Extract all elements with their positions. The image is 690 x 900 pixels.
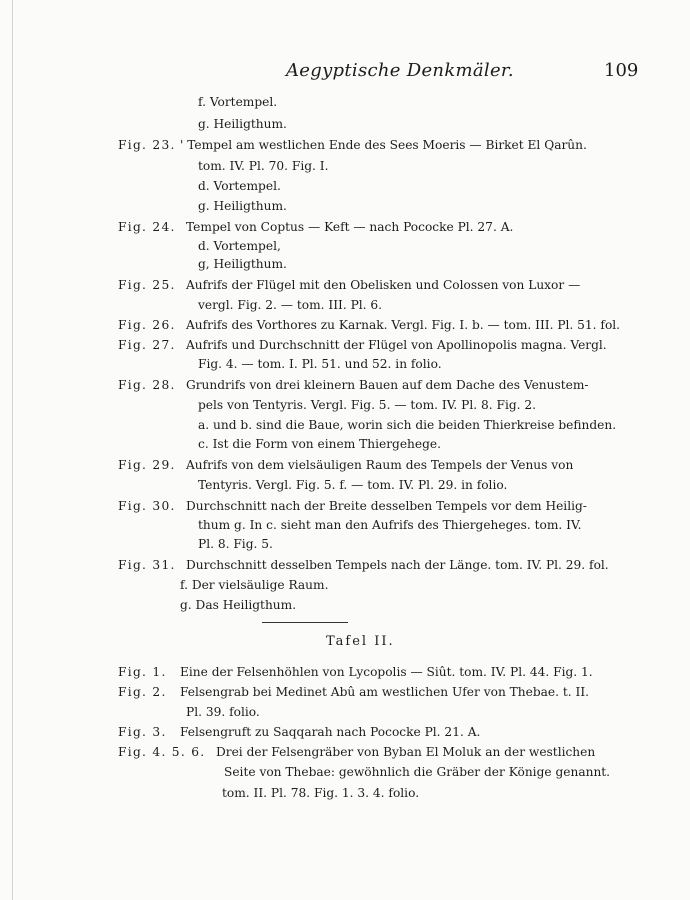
list-item: tom. II. Pl. 78. Fig. 1. 3. 4. folio. [222, 786, 420, 800]
figure-label: Fig. 25. [118, 278, 176, 292]
figure-entry [0, 336, 690, 354]
entry-text: Eine der Felsenhöhlen von Lycopolis — Siût. tom. IV. Pl. 44. Fig. 1. [180, 665, 593, 679]
list-item: g. Heiligthum. [198, 199, 287, 213]
entry-text: Durchschnitt desselben Tempels nach der Länge. tom. IV. Pl. 29. fol. [186, 558, 609, 572]
list-item: Fig. 4. — tom. I. Pl. 51. und 52. in folio. [198, 357, 442, 371]
list-item: Pl. 8. Fig. 5. [198, 537, 273, 551]
entry-text: Durchschnitt nach der Breite desselben Tempels vor dem Heilig- [186, 499, 587, 513]
list-item: Seite von Thebae: gewöhnlich die Gräber der Könige genannt. [224, 765, 611, 779]
figure-label: Fig. 4. 5. 6. [118, 745, 206, 759]
entry-text: Felsengruft zu Saqqarah nach Pococke Pl. 21. A. [180, 725, 481, 739]
entry-text: Drei der Felsengräber von Byban El Moluk an der westlichen [216, 745, 596, 759]
figure-label: Fig. 27. [118, 338, 176, 352]
figure-label: Fig. 28. [118, 378, 176, 392]
list-item: d. Vortempel, [198, 239, 281, 253]
figure-entry [0, 556, 690, 574]
entry-text: Felsengrab bei Medinet Abû am westlichen Ufer von Thebae. t. II. [180, 685, 590, 699]
figure-entry [0, 316, 690, 334]
list-item: Tentyris. Vergl. Fig. 5. f. — tom. IV. Pl. 29. in folio. [198, 478, 508, 492]
figure-label: Fig. 23. [118, 138, 176, 152]
list-item: Pl. 39. folio. [186, 705, 260, 719]
figure-label: Fig. 26. [118, 318, 176, 332]
list-item: thum g. In c. sieht man den Aufrifs des Thiergeheges. tom. IV. [198, 518, 582, 532]
figure-entry [0, 743, 690, 761]
page-edge [12, 0, 13, 900]
figure-entry [0, 218, 690, 236]
list-item: g. Das Heiligthum. [180, 598, 297, 612]
figure-entry [0, 723, 690, 741]
figure-entry [0, 136, 690, 154]
list-item: vergl. Fig. 2. — tom. III. Pl. 6. [198, 298, 383, 312]
figure-label: Fig. 31. [118, 558, 176, 572]
figure-label: Fig. 2. [118, 685, 167, 699]
figure-label: Fig. 3. [118, 725, 167, 739]
entry-text: Grundrifs von drei kleinern Bauen auf dem Dache des Venustem- [186, 378, 589, 392]
figure-entry [0, 456, 690, 474]
figure-label: Fig. 30. [118, 499, 176, 513]
list-item: c. Ist die Form von einem Thiergehege. [198, 437, 442, 451]
page-number: 109 [604, 60, 639, 81]
figure-label: Fig. 24. [118, 220, 176, 234]
running-title: Aegyptische Denkmäler. [286, 60, 514, 81]
figure-entry [0, 276, 690, 294]
section-divider [262, 622, 348, 623]
list-item: d. Vortempel. [198, 179, 281, 193]
list-item: g, Heiligthum. [198, 257, 287, 271]
list-item: f. Vortempel. [198, 95, 278, 109]
list-item: pels von Tentyris. Vergl. Fig. 5. — tom. IV. Pl. 8. Fig. 2. [198, 398, 537, 412]
entry-text: Aufrifs der Flügel mit den Obelisken und Colossen von Luxor — [186, 278, 581, 292]
section-heading: Tafel II. [326, 634, 395, 649]
list-item: g. Heiligthum. [198, 117, 287, 131]
figure-label: Fig. 1. [118, 665, 167, 679]
figure-entry [0, 663, 690, 681]
page-header [0, 60, 690, 86]
list-item: tom. IV. Pl. 70. Fig. I. [198, 159, 329, 173]
entry-text: ' Tempel am westlichen Ende des Sees Moeris — Birket El Qarûn. [180, 138, 587, 152]
entry-text: Tempel von Coptus — Keft — nach Pococke Pl. 27. A. [186, 220, 514, 234]
entry-text: Aufrifs des Vorthores zu Karnak. Vergl. Fig. I. b. — tom. III. Pl. 51. fol. [186, 318, 621, 332]
entry-text: Aufrifs von dem vielsäuligen Raum des Tempels der Venus von [186, 458, 574, 472]
figure-entry [0, 497, 690, 515]
figure-label: Fig. 29. [118, 458, 176, 472]
figure-entry [0, 376, 690, 394]
list-item: f. Der vielsäulige Raum. [180, 578, 329, 592]
list-item: a. und b. sind die Baue, worin sich die beiden Thierkreise befinden. [198, 418, 617, 432]
entry-text: Aufrifs und Durchschnitt der Flügel von Apollinopolis magna. Vergl. [186, 338, 607, 352]
figure-entry [0, 683, 690, 701]
